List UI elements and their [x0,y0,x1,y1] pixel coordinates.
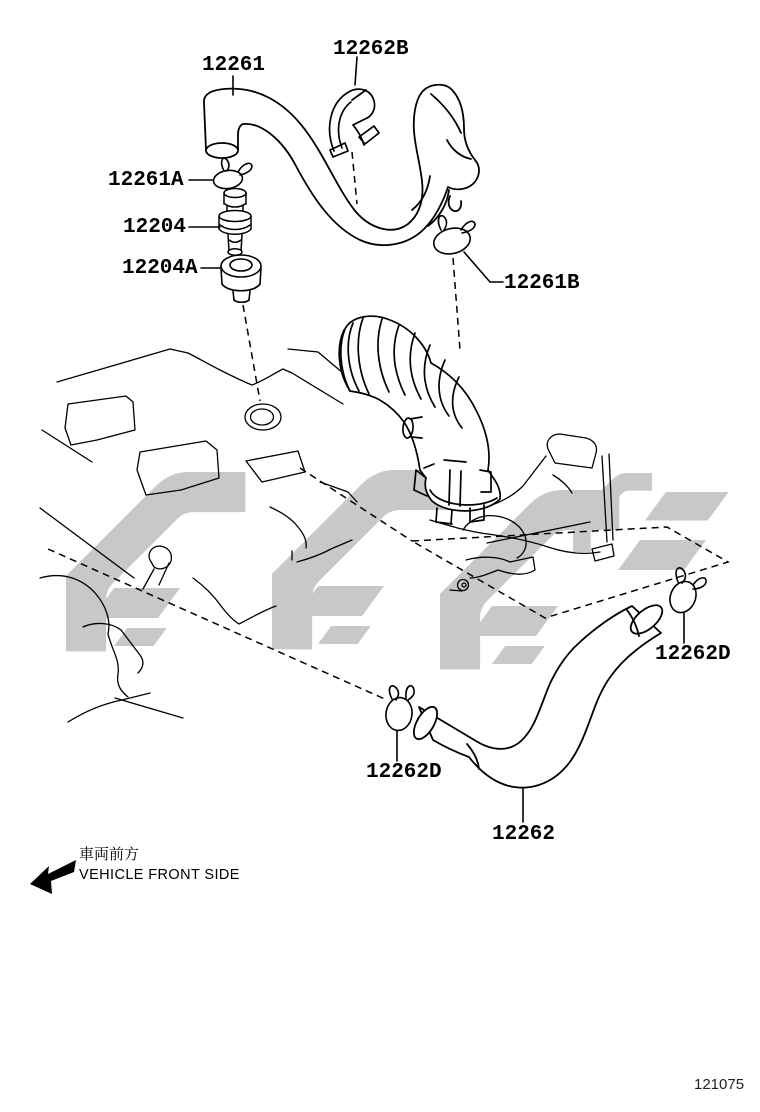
callout-12204[interactable]: 12204 [123,216,187,239]
clamp-12262b-drawing [330,89,379,157]
callout-12261[interactable]: 12261 [202,54,266,77]
callout-12261a[interactable]: 12261A [108,169,184,192]
clamp-12261a-drawing [212,158,252,190]
pcv-valve-12204-drawing [219,189,251,256]
vehicle-front-arrow-icon [30,860,76,894]
grommet-12204a-drawing [221,255,261,302]
clamp-12261b-drawing [431,216,475,258]
clamp-12262d-left-drawing [384,686,414,732]
callout-12204a[interactable]: 12204A [122,257,198,280]
direction-note-en: VEHICLE FRONT SIDE [79,867,240,883]
direction-note-jp: 車両前方 [79,845,140,863]
callout-12262[interactable]: 12262 [492,823,556,846]
clamp-12262d-right-drawing [665,568,706,617]
figure-code: 121075 [694,1076,745,1093]
callout-12261b[interactable]: 12261B [504,272,580,295]
callout-12262b[interactable]: 12262B [333,38,409,61]
callout-12262d-left[interactable]: 12262D [366,761,442,784]
callout-12262d-right[interactable]: 12262D [655,643,731,666]
